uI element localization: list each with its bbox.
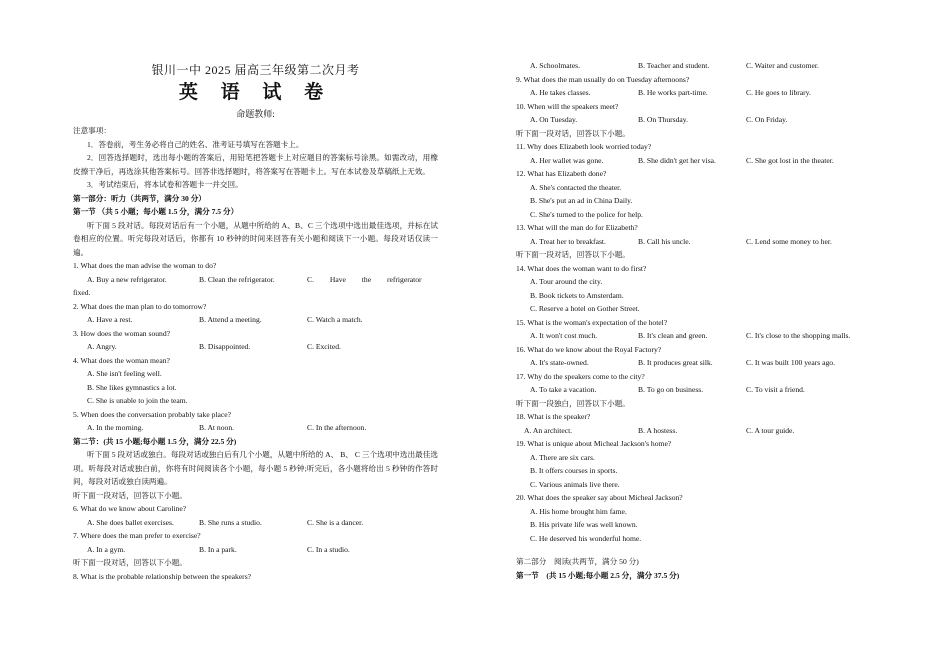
question-5-options [73, 421, 438, 435]
option-c[interactable]: C. He goes to library. [746, 88, 811, 97]
option-b[interactable]: B. On Thursday. [638, 115, 688, 124]
question-13: 13. What will the man do for Elizabeth? [516, 223, 638, 232]
notice-heading: 注意事项： [73, 126, 111, 135]
option-a[interactable]: A. She isn't feeling well. [87, 369, 162, 378]
option-a[interactable]: A. In a gym. [87, 544, 126, 554]
option-b[interactable]: B. Teacher and student. [638, 61, 710, 70]
part1-section2-instructions: 听下面 5 段对话或独白。每段对话或独白后有几个小题，从题中所给的 A、 B、 C 三个选项中选出最佳选项。听每段对话或独白前，你将有时间阅读各个小题，每小题 5 秒钟;听完后，各小题将给出 5 秒钟的作答时间，每段对话或独白读两遍。 [73, 450, 438, 486]
question-7-options [73, 543, 438, 557]
option-a[interactable]: A. Treat her to breakfast. [530, 236, 606, 246]
option-c[interactable]: C. In a studio. [307, 544, 350, 554]
question-19: 19. What is unique about Micheal Jackson's home? [516, 439, 672, 448]
option-c-continued: fixed. [73, 288, 91, 297]
question-20: 20. What does the speaker say about Micheal Jackson? [516, 493, 683, 502]
option-b[interactable]: B. At noon. [199, 423, 235, 432]
option-b[interactable]: B. She's put an ad in China Daily. [530, 196, 633, 205]
question-18-options [516, 424, 881, 438]
option-b[interactable]: B. She didn't get her visa. [638, 155, 716, 165]
option-c[interactable]: C. Various animals live there. [530, 479, 620, 489]
listen-instruction: 听下面一段对话，回答以下小题。 [73, 490, 187, 500]
part2-title: 第二部分 阅读(共两节，满分 50 分) [516, 557, 639, 566]
question-13-options [516, 235, 881, 249]
notice-item-1: 1．答卷前，考生务必将自己的姓名、准考证号填写在答题卡上。 [87, 139, 304, 149]
option-a[interactable]: A. It won't cost much. [530, 331, 598, 340]
notice-item-3: 3．考试结束后，将本试卷和答题卡一并交回。 [87, 180, 243, 189]
question-10: 10. When will the speakers meet? [516, 101, 619, 111]
option-c[interactable]: C. She is a dancer. [307, 517, 364, 527]
question-10-options [516, 113, 881, 127]
author-line: 命题教师: [236, 109, 275, 119]
option-a[interactable]: A. Tour around the city. [530, 277, 603, 286]
option-b[interactable]: B. He works part-time. [638, 88, 708, 97]
exam-title: 银川一中 2025 届高三年级第二次月考 [151, 63, 360, 77]
option-c[interactable]: C. On Friday. [746, 115, 788, 124]
option-c[interactable]: C. Reserve a hotel on Gother Street. [530, 304, 640, 313]
option-b[interactable]: B. Book tickets to Amsterdam. [530, 290, 624, 300]
option-c[interactable]: C. It's close to the shopping malls. [746, 331, 851, 340]
question-9: 9. What does the man usually do on Tuesday afternoons? [516, 74, 690, 84]
question-6: 6. What do we know about Caroline? [73, 504, 187, 513]
option-a[interactable]: A. In the morning. [87, 423, 144, 432]
question-6-options [73, 516, 438, 530]
question-1: 1. What does the man advise the woman to do? [73, 261, 217, 270]
question-8: 8. What is the probable relationship between the speakers? [73, 571, 252, 581]
option-b[interactable]: B. Clean the refrigerator. [199, 274, 275, 284]
option-b[interactable]: B. She likes gymnastics a lot. [87, 382, 177, 392]
option-c[interactable]: C. A tour guide. [746, 425, 795, 435]
listen-instruction: 听下面一段对话，回答以下小题。 [516, 128, 630, 138]
option-a[interactable]: A. There are six cars. [530, 452, 595, 462]
listen-instruction: 听下面一段独白，回答以下小题。 [516, 398, 630, 408]
option-b[interactable]: B. A hostess. [638, 425, 678, 435]
option-b[interactable]: B. His private life was well known. [530, 520, 638, 529]
listen-instruction: 听下面一段对话，回答以下小题。 [73, 558, 187, 567]
question-8-options [516, 59, 881, 73]
option-a[interactable]: A. On Tuesday. [530, 115, 578, 124]
option-c[interactable]: C. Have the refrigerator [307, 274, 422, 284]
option-b[interactable]: B. It's clean and green. [638, 331, 708, 340]
option-c[interactable]: C. Lend some money to her. [746, 236, 832, 246]
question-15: 15. What is the woman's expectation of the hotel? [516, 317, 668, 327]
notice-item-2: 2．回答选择题时，选出每小题的答案后，用铅笔把答题卡上对应题目的答案标号涂黑。如需改动，用橡皮擦干净后，再选涂其他答案标号。回答非选择题时，将答案写在答题卡上。写在本试卷及草稿纸上无效。 [73, 153, 438, 176]
question-9-options [516, 86, 881, 100]
option-a[interactable]: A. Schoolmates. [530, 61, 580, 70]
option-a[interactable]: A. She's contacted the theater. [530, 182, 622, 192]
option-a[interactable]: A. To take a vacation. [530, 385, 597, 394]
option-c[interactable]: C. She's turned to the police for help. [530, 209, 643, 219]
part1-section2-title: 第二节：(共 15 小题;每小题 1.5 分，满分 22.5 分) [73, 436, 237, 446]
option-c[interactable]: C. He deserved his wonderful home. [530, 533, 642, 543]
option-b[interactable]: B. It offers courses in sports. [530, 466, 618, 475]
question-11: 11. Why does Elizabeth look worried today? [516, 142, 652, 151]
question-2-options [73, 313, 438, 327]
option-b[interactable]: B. Call his uncle. [638, 236, 691, 246]
option-b[interactable]: B. Disappointed. [199, 342, 251, 351]
option-a[interactable]: A. It's state-owned. [530, 358, 589, 367]
listen-instruction: 听下面一段对话，回答以下小题。 [516, 250, 630, 259]
question-17: 17. Why do the speakers come to the city? [516, 371, 645, 381]
option-a[interactable]: A. Her wallet was gone. [530, 155, 604, 165]
option-c[interactable]: C. It was built 100 years ago. [746, 358, 836, 367]
question-15-options [516, 329, 881, 343]
option-b[interactable]: B. She runs a studio. [199, 517, 262, 527]
option-b[interactable]: B. In a park. [199, 544, 237, 554]
question-2: 2. What does the man plan to do tomorrow? [73, 301, 207, 311]
question-16: 16. What do we know about the Royal Factory? [516, 344, 662, 354]
question-3-options [73, 340, 438, 354]
option-a[interactable]: A. Buy a new refrigerator. [87, 274, 167, 284]
question-4: 4. What does the woman mean? [73, 355, 170, 365]
option-b[interactable]: B. To go on business. [638, 385, 704, 394]
option-c[interactable]: C. In the afternoon. [307, 423, 367, 432]
question-16-options [516, 356, 881, 370]
option-b[interactable]: B. It produces great silk. [638, 358, 713, 367]
option-a[interactable]: A. She does ballet exercises. [87, 517, 174, 527]
question-7: 7. Where does the man prefer to exercise? [73, 531, 201, 540]
option-c[interactable]: C. Watch a match. [307, 315, 363, 324]
option-a[interactable]: A. Angry. [87, 342, 117, 351]
right-column [516, 59, 881, 582]
spacer [516, 545, 881, 555]
question-3: 3. How does the woman sound? [73, 328, 171, 338]
question-11-options [516, 154, 881, 168]
question-18: 18. What is the speaker? [516, 412, 591, 421]
part1-title: 第一部分：听力（共两节，满分 30 分） [73, 193, 206, 203]
option-c[interactable]: C. Excited. [307, 342, 341, 351]
question-12: 12. What has Elizabeth done? [516, 169, 607, 178]
question-5: 5. When does the conversation probably take place? [73, 409, 232, 419]
option-a[interactable]: A. Have a rest. [87, 315, 133, 324]
part2-section1-title: 第一节 (共 15 小题;每小题 2.5 分，满分 37.5 分) [516, 570, 680, 580]
option-b[interactable]: B. Attend a meeting. [199, 315, 262, 324]
question-14: 14. What does the woman want to do first? [516, 263, 647, 273]
option-c[interactable]: C. Waiter and customer. [746, 61, 819, 70]
part1-section1-title: 第一节 （共 5 小题；每小题 1.5 分，满分 7.5 分） [73, 207, 239, 216]
option-c[interactable]: C. She got lost in the theater. [746, 155, 834, 165]
question-17-options [516, 383, 881, 397]
question-1-options [73, 273, 438, 287]
option-c[interactable]: C. To visit a friend. [746, 385, 805, 394]
left-column [73, 124, 438, 583]
option-a[interactable]: A. An architect. [524, 425, 573, 435]
part1-section1-instructions: 听下面 5 段对话。每段对话后有一个小题，从题中所给的 A、B、C 三个选项中选出最佳选项，并标在试卷相应的位置。听完每段对话后，你都有 10 秒钟的时间来回答有关小题和阅读下一小题。每段对话仅读一遍。 [73, 220, 438, 257]
option-a[interactable]: A. His home brought him fame. [530, 506, 627, 516]
option-c[interactable]: C. She is unable to join the team. [87, 396, 188, 405]
subject-title: 英 语 试 卷 [178, 82, 333, 103]
option-a[interactable]: A. He takes classes. [530, 88, 591, 97]
